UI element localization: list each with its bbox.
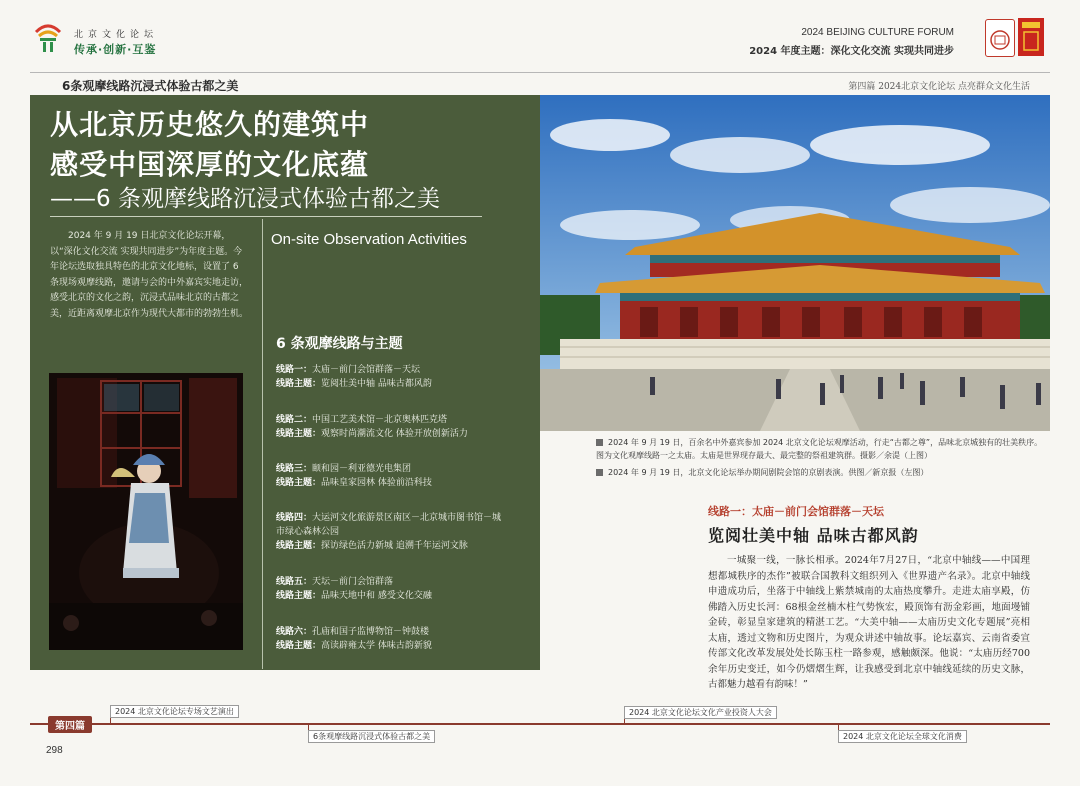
route-item xyxy=(276,625,506,653)
opera-performance-photo xyxy=(49,373,243,650)
headline-line-2: 感受中国深厚的文化底蕴 xyxy=(50,148,370,181)
caption-text: 2024 年 9 月 19 日，百余名中外嘉宾参加 2024 北京文化论坛观摩活动，行走“古都之尊”，品味北京城独有的壮美秩序。图为文化观摩线路一之太庙。太庙是世界现存最大、最完整的祭祖建筑群。摄影／余湜（上图） xyxy=(596,438,1043,460)
headline-line-1: 从北京历史悠久的建筑中 xyxy=(50,108,370,141)
route-theme-label: 线路主题： xyxy=(276,541,322,551)
route-label: 线路一： xyxy=(276,365,313,375)
route-path: 太庙－前门会馆群落－天坛 xyxy=(312,365,421,375)
route-item xyxy=(276,413,506,441)
photo-caption-left xyxy=(596,466,1046,479)
logo-title: 北京文化论坛 xyxy=(74,30,159,40)
route-theme: 观察时尚潮流文化 体验开放创新活力 xyxy=(321,429,468,439)
routes-heading: 6 条观摩线路与主题 xyxy=(276,336,403,352)
route-label: 线路五： xyxy=(276,577,313,587)
caption-text: 2024 年 9 月 19 日，北京文化论坛举办期间剧院会馆的京剧表演。供图／新京报（左图） xyxy=(608,468,929,477)
route-theme-label: 线路主题： xyxy=(276,379,322,389)
route-theme: 探访绿色活力新城 追溯千年运河文脉 xyxy=(321,541,468,551)
section-title-right: 第四篇 2024北京文化论坛 点亮群众文化生活 xyxy=(848,82,1030,92)
route-label: 线路二： xyxy=(276,415,313,425)
route-theme-label: 线路主题： xyxy=(276,641,322,651)
route-theme: 品味皇家园林 体验前沿科技 xyxy=(321,478,432,488)
timeline-bar xyxy=(30,723,1050,725)
route-theme-label: 线路主题： xyxy=(276,591,322,601)
panel-divider xyxy=(262,219,263,669)
timeline-item: 6条观摩线路沉浸式体验古都之美 xyxy=(308,730,435,743)
timeline-item: 2024 北京文化论坛专场文艺演出 xyxy=(110,705,239,718)
route-path: 孔庙和国子监博物馆－钟鼓楼 xyxy=(312,627,430,637)
headline-subtitle: ——6 条观摩线路沉浸式体验古都之美 xyxy=(50,186,440,212)
article-body: 一城聚一线，一脉长相承。2024年7月27日，“北京中轴线——中国理想都城秩序的杰作”被联合国教科文组织列入《世界遗产名录》。北京中轴线申遗成功后，坐落于中轴线上紫禁城南的太庙热度攀升。走进太庙享殿，仿佛踏入历史长河：68根金丝楠木柱气势恢宏，殿顶饰有沥金彩画，地面墁铺金砖，彰显皇家建筑的精湛工艺。“大美中轴——太庙历史文化专题展”亮相太庙，透过文物和历史图片，为观众讲述中轴故事。论坛嘉宾、云南省委宣传部文化改革发展处处长陈玉柱一路参观，感触颇深。他说：“太庙历经700余年历史变迁，如今仍熠熠生辉，让我感受到北京中轴线延续的历史文脉，古都魅力越看有韵味！” xyxy=(708,555,1030,690)
route-theme-label: 线路主题： xyxy=(276,429,322,439)
article-heading: 览阅壮美中轴 品味古都风韵 xyxy=(708,526,919,545)
route-theme: 高读辟雍太学 体味古韵新貌 xyxy=(321,641,432,651)
red-seal-icon xyxy=(1018,18,1044,56)
header-divider xyxy=(30,72,1050,73)
caption-bullet-icon xyxy=(596,469,603,476)
round-seal-icon xyxy=(985,19,1015,57)
headline-divider xyxy=(50,216,482,217)
onsite-english-label: On-site Observation Activities xyxy=(271,231,467,248)
part-badge: 第四篇 xyxy=(48,716,92,733)
caption-bullet-icon xyxy=(596,439,603,446)
photo-caption-top xyxy=(596,436,1046,462)
route-theme: 览阅壮美中轴 品味古都风韵 xyxy=(321,379,432,389)
route-path: 中国工艺美术馆－北京奥林匹克塔 xyxy=(312,415,448,425)
article-route-label: 线路一：太庙－前门会馆群落－天坛 xyxy=(708,505,884,518)
route-path: 颐和园－利亚德光电集团 xyxy=(312,464,412,474)
route-item xyxy=(276,363,506,391)
page-number: 298 xyxy=(46,745,63,756)
route-theme-label: 线路主题： xyxy=(276,478,322,488)
route-label: 线路四： xyxy=(276,513,313,523)
section-title-left: 6条观摩线路沉浸式体验古都之美 xyxy=(62,79,239,93)
route-label: 线路三： xyxy=(276,464,313,474)
forum-annual-theme: 2024 年度主题：深化文化交流 实现共同进步 xyxy=(749,46,954,57)
logo-slogan: 传承·创新·互鉴 xyxy=(74,43,157,56)
timeline-item: 2024 北京文化论坛文化产业投资人大会 xyxy=(624,706,777,719)
route-item xyxy=(276,575,506,603)
route-item xyxy=(276,462,506,490)
route-item xyxy=(276,511,506,553)
taimiao-temple-photo xyxy=(540,95,1050,431)
timeline-item: 2024 北京文化论坛全球文化消费 xyxy=(838,730,967,743)
route-path: 大运河文化旅游景区南区－北京城市图书馆－城市绿心森林公园 xyxy=(276,513,502,537)
route-path: 天坛－前门会馆群落 xyxy=(312,577,394,587)
forum-logo-icon xyxy=(30,18,66,54)
forum-english-name: 2024 BEIJING CULTURE FORUM xyxy=(801,27,954,38)
route-theme: 品味天地中和 感受文化交融 xyxy=(321,591,432,601)
route-label: 线路六： xyxy=(276,627,313,637)
intro-paragraph: 2024 年 9 月 19 日北京文化论坛开幕，以“深化文化交流 实现共同进步”为年度主题。今年论坛选取独具特色的北京文化地标，设置了 6 条现场观摩线路，邀请与会的中外嘉宾实地走访，感受北京的文化之韵，沉浸式品味北京的古都之美，近距离观摩北京作为现代大都市的勃勃生机。 xyxy=(50,231,249,319)
